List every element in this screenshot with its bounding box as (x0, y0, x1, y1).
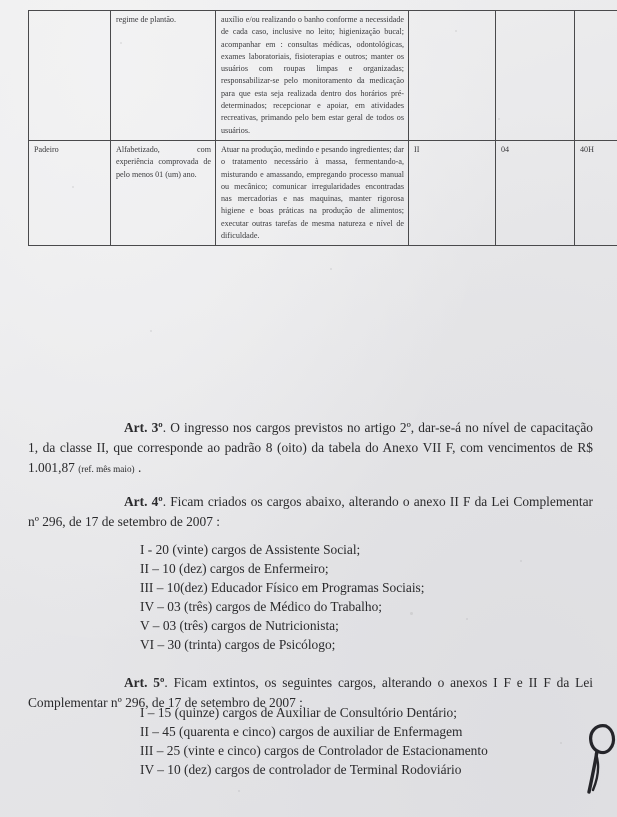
cargos-table (28, 10, 617, 246)
article-4-block (28, 492, 593, 532)
article-3-block (28, 418, 593, 477)
article-4-number: Art. 4º (124, 494, 163, 509)
article-5-list (28, 703, 593, 779)
cell-classe (409, 11, 496, 141)
article-3-text: . O ingresso nos cargos previstos no artigo 2º, dar-se-á no nível de capacitação 1, da classe II, que corresponde ao padrão 8 (oito) da tabela do Anexo VII F, com vencimentos de R$ 1.001,87 (28, 420, 593, 475)
cell-vagas (496, 11, 575, 141)
cell-atribuicoes: Atuar na produção, medindo e pesando ingredientes; dar o tratamento necessário à massa, fermentando-a, misturando e amassando, empregando processo manual ou mecânico; comunicar irregularidades encontradas nas mercadorias e nas maquinas, manter rigorosa higiene e boas práticas na produção de alimentos; executar outras tarefas de mesma natureza e nível de dificuldade. (216, 140, 409, 245)
cell-cargo: Padeiro (29, 140, 111, 245)
cell-atribuicoes: auxílio e/ou realizando o banho conforme a necessidade de cada caso, inclusive no leito; higienização bucal; acompanhar em : consultas médicas, odontológicas, exames laboratoriais, fisioterapias e outros; manter os usuários com roupas limpas e organizadas; responsabilizar-se pelo monitoramento da medicação para que esta seja realizada dentro dos horários pré-determinados; recepcionar e apoiar, em atividades recreativas, primando pelo bem estar geral de todos os usuários. (216, 11, 409, 141)
table-row (29, 140, 617, 245)
list-item: III – 25 (vinte e cinco) cargos de Controlador de Estacionamento (140, 743, 488, 759)
cell-classe: II (409, 140, 496, 245)
cell-carga-horaria (575, 11, 617, 141)
list-item: I – 15 (quinze) cargos de Auxiliar de Consultório Dentário; (140, 705, 457, 720)
table-row (29, 11, 617, 141)
article-4-paragraph (28, 492, 593, 532)
list-item: I - 20 (vinte) cargos de Assistente Social; (140, 542, 361, 557)
list-item: IV – 03 (três) cargos de Médico do Trabalho; (140, 599, 382, 615)
cell-vagas: 04 (496, 140, 575, 245)
article-4-list (28, 540, 593, 654)
article-4-text: . Ficam criados os cargos abaixo, alterando o anexo II F da Lei Complementar nº 296, de 17 de setembro de 2007 : (28, 494, 593, 529)
article-5-number: Art. 5º (124, 675, 165, 690)
cell-requisitos: Alfabetizado, com experiência comprovada de pelo menos 01 (um) ano. (111, 140, 216, 245)
list-item: V – 03 (três) cargos de Nutricionista; (140, 618, 339, 634)
list-item: VI – 30 (trinta) cargos de Psicólogo; (140, 637, 336, 653)
cargos-table-container (28, 10, 610, 398)
article-3-note: (ref. mês maio) (78, 463, 135, 474)
list-item: III – 10(dez) Educador Físico em Programas Sociais; (140, 580, 425, 596)
list-item: II – 10 (dez) cargos de Enfermeiro; (140, 561, 329, 577)
list-item: II – 45 (quarenta e cinco) cargos de auxiliar de Enfermagem (140, 724, 463, 740)
cell-requisitos: regime de plantão. (111, 11, 216, 141)
article-3-number: Art. 3º (124, 420, 163, 435)
cell-carga-horaria: 40H (575, 140, 617, 245)
cell-cargo (29, 11, 111, 141)
article-5-text: . Ficam extintos, os seguintes cargos, alterando o anexos I F e II F da Lei Complementar nº 296, de 17 de setembro de 2007 : (28, 675, 593, 710)
list-item: IV – 10 (dez) cargos de controlador de Terminal Rodoviário (140, 762, 462, 778)
article-4-list-block (28, 540, 593, 654)
article-3-tail: . (134, 459, 142, 475)
article-3-paragraph (28, 418, 593, 477)
article-5-list-block (28, 703, 593, 779)
